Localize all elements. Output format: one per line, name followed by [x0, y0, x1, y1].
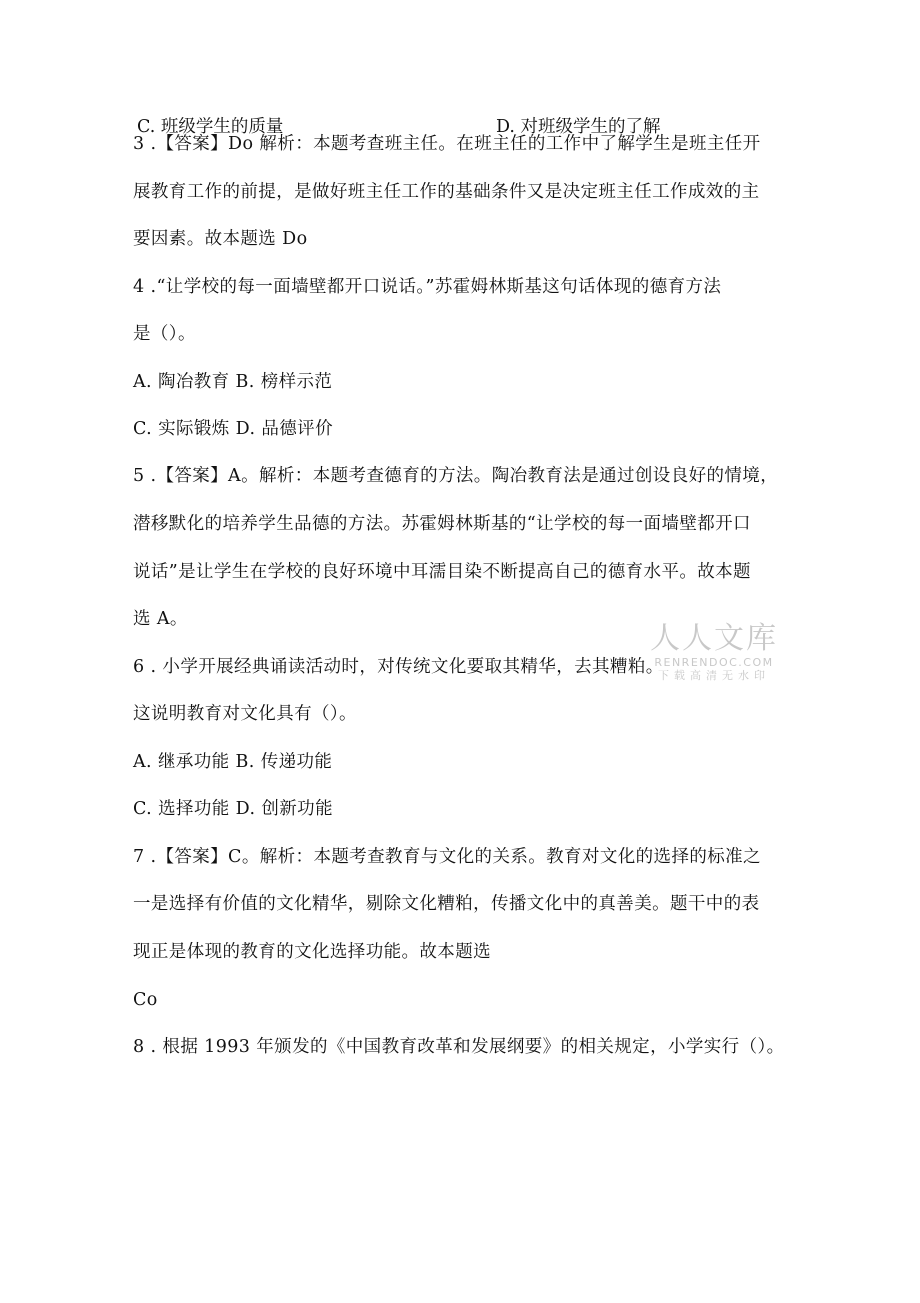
question-6-line-1: 6 . 小学开展经典诵读活动时，对传统文化要取其精华，去其糟粕。 — [133, 657, 664, 677]
answer-7-line-3: 现正是体现的教育的文化选择功能。故本题选 — [133, 942, 491, 962]
option-d-class-understanding: D. 对班级学生的了解 — [496, 117, 661, 137]
watermark-subtitle: 下载高清无水印 — [658, 669, 770, 682]
question-4-options-cd: C. 实际锻炼 D. 品德评价 — [133, 419, 333, 439]
answer-5-line-4: 选 A。 — [133, 609, 188, 629]
answer-5-line-1: 5 .【答案】A。解析：本题考查德育的方法。陶冶教育法是通过创设良好的情境， — [133, 466, 779, 486]
answer-7-line-4: Co — [133, 990, 158, 1010]
watermark-title: 人人文库 — [650, 621, 778, 656]
answer-5-line-3: 说话”是让学生在学校的良好环境中耳濡目染不断提高自己的德育水平。故本题 — [133, 562, 751, 582]
answer-3-line-3: 要因素。故本题选 Do — [133, 229, 308, 249]
question-4-options-ab: A. 陶冶教育 B. 榜样示范 — [133, 372, 333, 392]
answer-5-line-2: 潜移默化的培养学生品德的方法。苏霍姆林斯基的“让学校的每一面墙壁都开口 — [133, 514, 751, 534]
answer-3-line-2: 展教育工作的前提，是做好班主任工作的基础条件又是决定班主任工作成效的主 — [133, 182, 760, 202]
question-4-line-2: 是（）。 — [133, 324, 196, 344]
answer-7-line-1: 7 .【答案】C。解析：本题考查教育与文化的关系。教育对文化的选择的标准之 — [133, 847, 761, 867]
watermark-logo — [644, 622, 784, 683]
question-6-line-2: 这说明教育对文化具有（）。 — [133, 704, 357, 724]
question-6-options-ab: A. 继承功能 B. 传递功能 — [133, 752, 333, 772]
watermark-url: RENRENDOC.COM — [654, 656, 774, 669]
question-8-line-1: 8 . 根据 1993 年颁发的《中国教育改革和发展纲要》的相关规定，小学实行（）。 — [133, 1037, 785, 1057]
question-6-options-cd: C. 选择功能 D. 创新功能 — [133, 799, 333, 819]
question-4-line-1: 4 .“让学校的每一面墙壁都开口说话。”苏霍姆林斯基这句话体现的德育方法 — [133, 277, 722, 297]
answer-3-line-1: 3 .【答案】Do 解析：本题考查班主任。在班主任的工作中了解学生是班主任开 — [133, 134, 761, 154]
answer-7-line-2: 一是选择有价值的文化精华，剔除文化糟粕，传播文化中的真善美。题干中的表 — [133, 894, 760, 914]
option-c-class-quality: C. 班级学生的质量 — [137, 117, 284, 137]
